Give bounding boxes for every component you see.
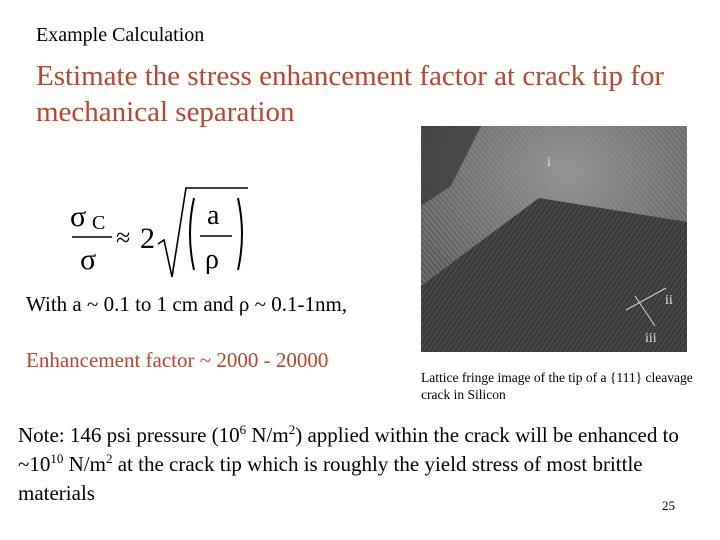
slide-kicker: Example Calculation — [36, 24, 205, 46]
formula-right-paren — [238, 198, 242, 270]
formula-graphic — [66, 182, 256, 282]
formula-sigma: σ — [80, 243, 97, 276]
label-iii: iii — [645, 331, 657, 346]
note-text-2: N/m — [246, 423, 289, 447]
figure-caption: Lattice fringe image of the tip of a {111} cleavage crack in Silicon — [421, 370, 693, 402]
label-ii: ii — [665, 293, 673, 308]
note-text-5: at the crack tip which is roughly the yield stress of most brittle materials — [18, 452, 643, 505]
formula-a: a — [207, 200, 220, 231]
note-text-1: Note: 146 psi pressure (10 — [18, 423, 240, 447]
formula-two: 2 — [140, 222, 155, 255]
formula-sqrt-sign — [158, 188, 248, 277]
with-line: With a ~ 0.1 to 1 cm and ρ ~ 0.1-1nm, — [26, 292, 348, 316]
note-exponent-2: 2 — [288, 422, 296, 437]
formula-rho: ρ — [205, 244, 219, 275]
lattice-image-graphic — [421, 126, 687, 352]
note-text-3: ) applied within the crack will be enhanced to ~10 — [18, 423, 679, 476]
note-text-4: N/m — [63, 452, 106, 476]
label-i: i — [547, 155, 551, 170]
formula-subscript-c: C — [92, 212, 106, 234]
slide-title: Estimate the stress enhancement factor at crack tip for mechanical separation — [36, 60, 665, 128]
formula-approx: ≈ — [116, 223, 131, 252]
note-exponent-4: 2 — [105, 451, 113, 466]
note-exponent-3: 10 — [50, 451, 64, 466]
note-exponent-1: 6 — [239, 422, 247, 437]
formula-left-paren — [190, 198, 194, 270]
page-number: 25 — [662, 498, 675, 513]
lattice-fringe-image — [421, 126, 687, 352]
enhancement-line: Enhancement factor ~ 2000 - 20000 — [26, 348, 329, 372]
note-paragraph — [18, 421, 718, 508]
formula-sigma-c: σ — [70, 200, 87, 233]
stress-formula — [66, 182, 256, 282]
